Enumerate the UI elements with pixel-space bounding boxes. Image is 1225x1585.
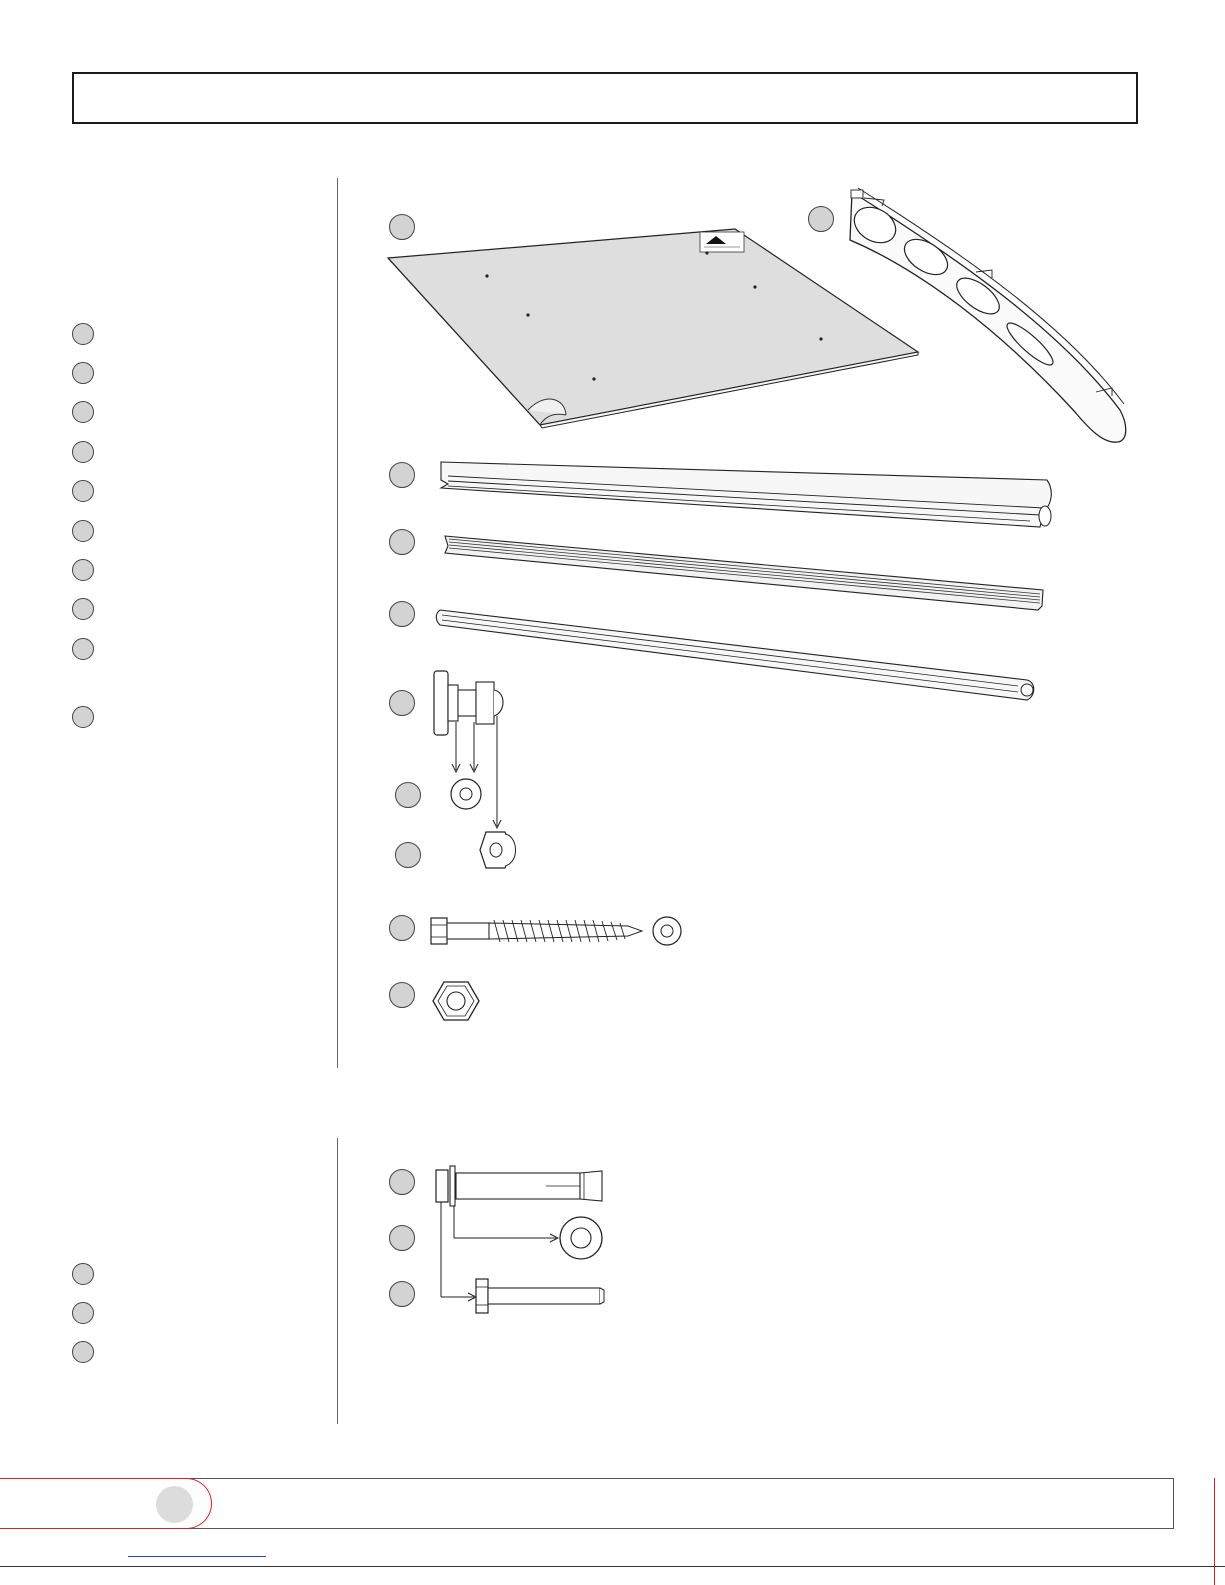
- footer-page-number-dot: [156, 1486, 193, 1523]
- bottom-rule: [0, 1566, 1225, 1567]
- footer-edge-accent: [1214, 1478, 1215, 1585]
- footer-link[interactable]: [128, 1556, 266, 1557]
